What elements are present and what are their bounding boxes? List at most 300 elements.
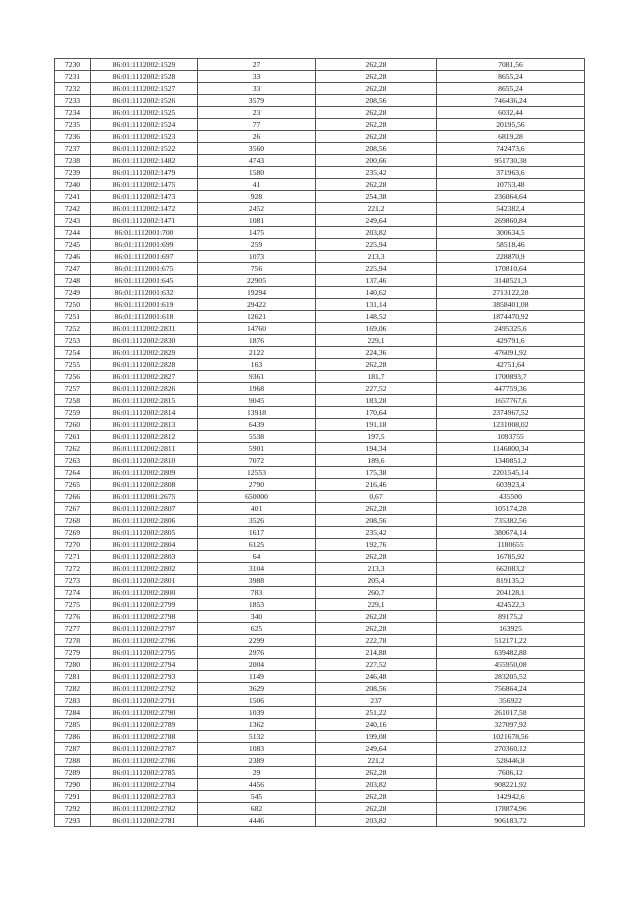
table-row (55, 599, 585, 611)
area-cell: 3579 (198, 95, 316, 107)
specific-value-cell: 140,62 (316, 287, 437, 299)
row-number-cell: 7268 (55, 515, 91, 527)
area-cell: 163 (198, 359, 316, 371)
cadastral-value-cell: 512171,22 (437, 635, 585, 647)
area-cell: 3560 (198, 143, 316, 155)
table-row (55, 731, 585, 743)
cadastral-value-cell: 236064,64 (437, 191, 585, 203)
area-cell: 26 (198, 131, 316, 143)
area-cell: 19294 (198, 287, 316, 299)
area-cell: 682 (198, 803, 316, 815)
row-number-cell: 7254 (55, 347, 91, 359)
row-number-cell: 7243 (55, 215, 91, 227)
cadastral-value-cell: 662083,2 (437, 563, 585, 575)
area-cell: 625 (198, 623, 316, 635)
cadastral-number-cell: 86:01:1112002:2813 (91, 419, 198, 431)
specific-value-cell: 148,52 (316, 311, 437, 323)
specific-value-cell: 199,08 (316, 731, 437, 743)
specific-value-cell: 181,7 (316, 371, 437, 383)
cadastral-value-cell: 1657767,6 (437, 395, 585, 407)
cadastral-number-cell: 86:01:1112001:618 (91, 311, 198, 323)
cadastral-value-cell: 10753,48 (437, 179, 585, 191)
row-number-cell: 7231 (55, 71, 91, 83)
cadastral-number-cell: 86:01:1112002:1523 (91, 131, 198, 143)
specific-value-cell: 203,82 (316, 815, 437, 827)
cadastral-number-cell: 86:01:1112002:2805 (91, 527, 198, 539)
specific-value-cell: 137,46 (316, 275, 437, 287)
cadastral-number-cell: 86:01:1112001:2675 (91, 491, 198, 503)
table-row (55, 527, 585, 539)
area-cell: 29422 (198, 299, 316, 311)
area-cell: 77 (198, 119, 316, 131)
table-row (55, 623, 585, 635)
specific-value-cell: 262,28 (316, 59, 437, 71)
cadastral-value-cell: 528446,8 (437, 755, 585, 767)
cadastral-value-cell: 170810,64 (437, 263, 585, 275)
cadastral-value-cell: 270360,12 (437, 743, 585, 755)
specific-value-cell: 189,6 (316, 455, 437, 467)
area-cell: 2452 (198, 203, 316, 215)
row-number-cell: 7288 (55, 755, 91, 767)
area-cell: 3526 (198, 515, 316, 527)
specific-value-cell: 262,28 (316, 119, 437, 131)
row-number-cell: 7258 (55, 395, 91, 407)
cadastral-number-cell: 86:01:1112002:2828 (91, 359, 198, 371)
specific-value-cell: 214,88 (316, 647, 437, 659)
cadastral-value-cell: 1340851,2 (437, 455, 585, 467)
specific-value-cell: 262,28 (316, 359, 437, 371)
area-cell: 6125 (198, 539, 316, 551)
table-row (55, 335, 585, 347)
table-row (55, 563, 585, 575)
area-cell: 650000 (198, 491, 316, 503)
cadastral-number-cell: 86:01:1112002:2809 (91, 467, 198, 479)
area-cell: 9045 (198, 395, 316, 407)
specific-value-cell: 262,28 (316, 623, 437, 635)
specific-value-cell: 254,38 (316, 191, 437, 203)
row-number-cell: 7283 (55, 695, 91, 707)
area-cell: 3629 (198, 683, 316, 695)
area-cell: 3104 (198, 563, 316, 575)
cadastral-value-cell: 908221,92 (437, 779, 585, 791)
row-number-cell: 7240 (55, 179, 91, 191)
area-cell: 64 (198, 551, 316, 563)
cadastral-value-cell: 1146800,34 (437, 443, 585, 455)
table-row (55, 383, 585, 395)
cadastral-value-cell: 1093755 (437, 431, 585, 443)
row-number-cell: 7245 (55, 239, 91, 251)
row-number-cell: 7235 (55, 119, 91, 131)
cadastral-number-cell: 86:01:1112002:1525 (91, 107, 198, 119)
area-cell: 1149 (198, 671, 316, 683)
specific-value-cell: 229,1 (316, 599, 437, 611)
table-row (55, 155, 585, 167)
specific-value-cell: 229,1 (316, 335, 437, 347)
area-cell: 340 (198, 611, 316, 623)
area-cell: 1073 (198, 251, 316, 263)
row-number-cell: 7276 (55, 611, 91, 623)
specific-value-cell: 227,52 (316, 659, 437, 671)
cadastral-value-cell: 261017,58 (437, 707, 585, 719)
area-cell: 1081 (198, 215, 316, 227)
table-row (55, 671, 585, 683)
cadastral-number-cell: 86:01:1112002:2798 (91, 611, 198, 623)
specific-value-cell: 208,56 (316, 683, 437, 695)
cadastral-number-cell: 86:01:1112002:2799 (91, 599, 198, 611)
cadastral-value-cell: 8655,24 (437, 83, 585, 95)
specific-value-cell: 131,14 (316, 299, 437, 311)
cadastral-number-cell: 86:01:1112002:2791 (91, 695, 198, 707)
cadastral-number-cell: 86:01:1112001:645 (91, 275, 198, 287)
specific-value-cell: 240,16 (316, 719, 437, 731)
row-number-cell: 7290 (55, 779, 91, 791)
table-row (55, 59, 585, 71)
cadastral-number-cell: 86:01:1112002:2793 (91, 671, 198, 683)
table-row (55, 779, 585, 791)
specific-value-cell: 225,94 (316, 239, 437, 251)
row-number-cell: 7256 (55, 371, 91, 383)
row-number-cell: 7282 (55, 683, 91, 695)
cadastral-value-cell: 283205,52 (437, 671, 585, 683)
area-cell: 756 (198, 263, 316, 275)
row-number-cell: 7239 (55, 167, 91, 179)
cadastral-value-cell: 228870,9 (437, 251, 585, 263)
area-cell: 1083 (198, 743, 316, 755)
table-row (55, 143, 585, 155)
cadastral-value-cell: 455950,08 (437, 659, 585, 671)
cadastral-number-cell: 86:01:1112002:2795 (91, 647, 198, 659)
area-cell: 2122 (198, 347, 316, 359)
row-number-cell: 7275 (55, 599, 91, 611)
table-row (55, 695, 585, 707)
table-row (55, 107, 585, 119)
cadastral-value-cell: 380674,14 (437, 527, 585, 539)
cadastral-number-cell: 86:01:1112001:699 (91, 239, 198, 251)
specific-value-cell: 262,28 (316, 107, 437, 119)
row-number-cell: 7237 (55, 143, 91, 155)
table-row (55, 443, 585, 455)
table-row (55, 263, 585, 275)
specific-value-cell: 262,28 (316, 551, 437, 563)
row-number-cell: 7242 (55, 203, 91, 215)
specific-value-cell: 208,56 (316, 143, 437, 155)
cadastral-value-cell: 204128,1 (437, 587, 585, 599)
cadastral-value-cell: 2495325,6 (437, 323, 585, 335)
specific-value-cell: 192,76 (316, 539, 437, 551)
area-cell: 14760 (198, 323, 316, 335)
row-number-cell: 7241 (55, 191, 91, 203)
specific-value-cell: 213,3 (316, 251, 437, 263)
table-row (55, 275, 585, 287)
cadastral-number-cell: 86:01:1112002:2784 (91, 779, 198, 791)
row-number-cell: 7255 (55, 359, 91, 371)
cadastral-number-cell: 86:01:1112002:2803 (91, 551, 198, 563)
row-number-cell: 7230 (55, 59, 91, 71)
cadastral-value-cell: 603923,4 (437, 479, 585, 491)
cadastral-number-cell: 86:01:1112002:2782 (91, 803, 198, 815)
table-row (55, 215, 585, 227)
row-number-cell: 7259 (55, 407, 91, 419)
area-cell: 3988 (198, 575, 316, 587)
cadastral-value-cell: 424522,3 (437, 599, 585, 611)
row-number-cell: 7265 (55, 479, 91, 491)
specific-value-cell: 262,28 (316, 611, 437, 623)
cadastral-value-cell: 1021678,56 (437, 731, 585, 743)
table-row (55, 635, 585, 647)
cadastral-number-cell: 86:01:1112002:2829 (91, 347, 198, 359)
table-row (55, 515, 585, 527)
cadastral-value-cell: 447759,36 (437, 383, 585, 395)
cadastral-value-cell: 178874,96 (437, 803, 585, 815)
area-cell: 1039 (198, 707, 316, 719)
specific-value-cell: 262,28 (316, 179, 437, 191)
row-number-cell: 7262 (55, 443, 91, 455)
row-number-cell: 7236 (55, 131, 91, 143)
specific-value-cell: 260,7 (316, 587, 437, 599)
cadastral-value-cell: 16785,92 (437, 551, 585, 563)
table-row (55, 311, 585, 323)
cadastral-number-cell: 86:01:1112002:1479 (91, 167, 198, 179)
table-row (55, 491, 585, 503)
specific-value-cell: 221,2 (316, 755, 437, 767)
cadastral-number-cell: 86:01:1112001:632 (91, 287, 198, 299)
specific-value-cell: 262,28 (316, 71, 437, 83)
row-number-cell: 7274 (55, 587, 91, 599)
cadastral-number-cell: 86:01:1112002:2790 (91, 707, 198, 719)
cadastral-value-cell: 89175,2 (437, 611, 585, 623)
cadastral-number-cell: 86:01:1112002:2789 (91, 719, 198, 731)
specific-value-cell: 175,38 (316, 467, 437, 479)
table-row (55, 359, 585, 371)
cadastral-value-cell: 3148521,3 (437, 275, 585, 287)
table-row (55, 803, 585, 815)
row-number-cell: 7267 (55, 503, 91, 515)
table-row (55, 287, 585, 299)
row-number-cell: 7232 (55, 83, 91, 95)
table-row (55, 227, 585, 239)
cadastral-number-cell: 86:01:1112002:2794 (91, 659, 198, 671)
row-number-cell: 7279 (55, 647, 91, 659)
cadastral-number-cell: 86:01:1112002:2806 (91, 515, 198, 527)
row-number-cell: 7251 (55, 311, 91, 323)
cadastral-value-cell: 8655,24 (437, 71, 585, 83)
table-row (55, 299, 585, 311)
table-row (55, 119, 585, 131)
cadastral-value-cell: 742473,6 (437, 143, 585, 155)
cadastral-number-cell: 86:01:1112001:700 (91, 227, 198, 239)
area-cell: 4743 (198, 155, 316, 167)
cadastral-number-cell: 86:01:1112002:2787 (91, 743, 198, 755)
area-cell: 2790 (198, 479, 316, 491)
area-cell: 33 (198, 71, 316, 83)
specific-value-cell: 221,2 (316, 203, 437, 215)
specific-value-cell: 191,18 (316, 419, 437, 431)
specific-value-cell: 227,52 (316, 383, 437, 395)
cadastral-number-cell: 86:01:1112002:2814 (91, 407, 198, 419)
area-cell: 928 (198, 191, 316, 203)
specific-value-cell: 262,28 (316, 803, 437, 815)
cadastral-value-cell: 20195,56 (437, 119, 585, 131)
table-row (55, 611, 585, 623)
area-cell: 2004 (198, 659, 316, 671)
row-number-cell: 7261 (55, 431, 91, 443)
cadastral-value-cell: 105174,28 (437, 503, 585, 515)
cadastral-number-cell: 86:01:1112002:2792 (91, 683, 198, 695)
table-row (55, 251, 585, 263)
area-cell: 401 (198, 503, 316, 515)
specific-value-cell: 262,28 (316, 83, 437, 95)
cadastral-number-cell: 86:01:1112002:2808 (91, 479, 198, 491)
table-row (55, 719, 585, 731)
area-cell: 7072 (198, 455, 316, 467)
cadastral-number-cell: 86:01:1112002:1524 (91, 119, 198, 131)
table-row (55, 131, 585, 143)
cadastral-value-cell: 476091,92 (437, 347, 585, 359)
table-row (55, 743, 585, 755)
table-row (55, 203, 585, 215)
table-row (55, 467, 585, 479)
specific-value-cell: 170,64 (316, 407, 437, 419)
cadastral-number-cell: 86:01:1112002:2783 (91, 791, 198, 803)
specific-value-cell: 249,64 (316, 215, 437, 227)
specific-value-cell: 197,5 (316, 431, 437, 443)
cadastral-value-cell: 356922 (437, 695, 585, 707)
cadastral-number-cell: 86:01:1112002:1471 (91, 215, 198, 227)
cadastral-number-cell: 86:01:1112002:2812 (91, 431, 198, 443)
cadastral-number-cell: 86:01:1112002:2815 (91, 395, 198, 407)
cadastral-number-cell: 86:01:1112002:2830 (91, 335, 198, 347)
specific-value-cell: 262,28 (316, 503, 437, 515)
cadastral-value-cell: 142942,6 (437, 791, 585, 803)
cadastral-value-cell: 429791,6 (437, 335, 585, 347)
cadastral-value-cell: 58518,46 (437, 239, 585, 251)
table-row (55, 683, 585, 695)
row-number-cell: 7264 (55, 467, 91, 479)
specific-value-cell: 183,28 (316, 395, 437, 407)
specific-value-cell: 237 (316, 695, 437, 707)
area-cell: 29 (198, 767, 316, 779)
row-number-cell: 7271 (55, 551, 91, 563)
area-cell: 9361 (198, 371, 316, 383)
cadastral-value-cell: 300634,5 (437, 227, 585, 239)
table-row (55, 191, 585, 203)
cadastral-number-cell: 86:01:1112002:1522 (91, 143, 198, 155)
specific-value-cell: 213,3 (316, 563, 437, 575)
area-cell: 4456 (198, 779, 316, 791)
row-number-cell: 7234 (55, 107, 91, 119)
area-cell: 2976 (198, 647, 316, 659)
cadastral-value-cell: 906183,72 (437, 815, 585, 827)
table-row (55, 95, 585, 107)
table-row (55, 71, 585, 83)
cadastral-value-cell: 2201545,14 (437, 467, 585, 479)
cadastral-value-cell: 819135,2 (437, 575, 585, 587)
cadastral-number-cell: 86:01:1112002:2786 (91, 755, 198, 767)
specific-value-cell: 235,42 (316, 527, 437, 539)
row-number-cell: 7246 (55, 251, 91, 263)
row-number-cell: 7252 (55, 323, 91, 335)
cadastral-value-cell: 756864,24 (437, 683, 585, 695)
specific-value-cell: 194,34 (316, 443, 437, 455)
table-row (55, 407, 585, 419)
specific-value-cell: 203,82 (316, 779, 437, 791)
row-number-cell: 7253 (55, 335, 91, 347)
table-row (55, 791, 585, 803)
table-row (55, 167, 585, 179)
cadastral-value-cell: 6032,44 (437, 107, 585, 119)
specific-value-cell: 208,56 (316, 95, 437, 107)
cadastral-number-cell: 86:01:1112002:2800 (91, 587, 198, 599)
cadastral-number-cell: 86:01:1112001:619 (91, 299, 198, 311)
cadastral-value-cell: 42751,64 (437, 359, 585, 371)
cadastral-value-table (54, 58, 585, 827)
specific-value-cell: 246,48 (316, 671, 437, 683)
row-number-cell: 7285 (55, 719, 91, 731)
cadastral-value-cell: 163925 (437, 623, 585, 635)
row-number-cell: 7272 (55, 563, 91, 575)
area-cell: 1580 (198, 167, 316, 179)
specific-value-cell: 222,78 (316, 635, 437, 647)
area-cell: 33 (198, 83, 316, 95)
table-row (55, 647, 585, 659)
area-cell: 41 (198, 179, 316, 191)
area-cell: 12621 (198, 311, 316, 323)
cadastral-value-cell: 269860,84 (437, 215, 585, 227)
table-row (55, 83, 585, 95)
row-number-cell: 7247 (55, 263, 91, 275)
specific-value-cell: 169,06 (316, 323, 437, 335)
area-cell: 13918 (198, 407, 316, 419)
table-row (55, 239, 585, 251)
specific-value-cell: 203,82 (316, 227, 437, 239)
cadastral-number-cell: 86:01:1112002:2797 (91, 623, 198, 635)
area-cell: 783 (198, 587, 316, 599)
table-row (55, 539, 585, 551)
row-number-cell: 7291 (55, 791, 91, 803)
row-number-cell: 7257 (55, 383, 91, 395)
area-cell: 1617 (198, 527, 316, 539)
cadastral-value-cell: 371963,6 (437, 167, 585, 179)
row-number-cell: 7260 (55, 419, 91, 431)
row-number-cell: 7233 (55, 95, 91, 107)
area-cell: 1853 (198, 599, 316, 611)
cadastral-value-cell: 2374967,52 (437, 407, 585, 419)
area-cell: 1876 (198, 335, 316, 347)
cadastral-number-cell: 86:01:1112002:1472 (91, 203, 198, 215)
cadastral-number-cell: 86:01:1112002:2804 (91, 539, 198, 551)
row-number-cell: 7244 (55, 227, 91, 239)
cadastral-value-cell: 6819,28 (437, 131, 585, 143)
table-row (55, 455, 585, 467)
specific-value-cell: 216,46 (316, 479, 437, 491)
row-number-cell: 7284 (55, 707, 91, 719)
table-row (55, 419, 585, 431)
cadastral-number-cell: 86:01:1112002:2807 (91, 503, 198, 515)
area-cell: 1506 (198, 695, 316, 707)
cadastral-value-cell: 3858401,08 (437, 299, 585, 311)
table-row (55, 395, 585, 407)
specific-value-cell: 235,42 (316, 167, 437, 179)
area-cell: 2299 (198, 635, 316, 647)
cadastral-number-cell: 86:01:1112002:2810 (91, 455, 198, 467)
area-cell: 1475 (198, 227, 316, 239)
area-cell: 23 (198, 107, 316, 119)
table-row (55, 767, 585, 779)
row-number-cell: 7281 (55, 671, 91, 683)
row-number-cell: 7263 (55, 455, 91, 467)
cadastral-value-cell: 2713122,28 (437, 287, 585, 299)
table-row (55, 755, 585, 767)
